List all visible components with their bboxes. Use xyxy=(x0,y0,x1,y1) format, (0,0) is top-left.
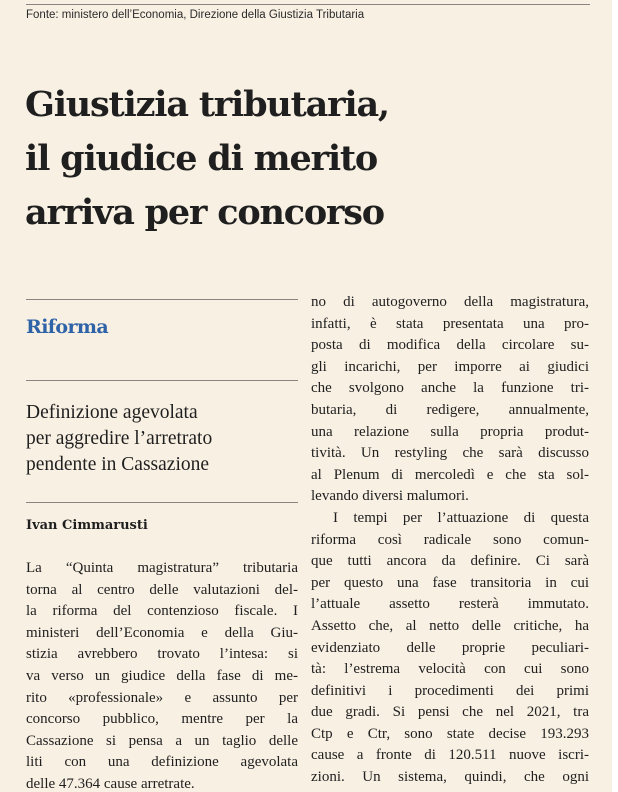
article-line: butaria, di redigere, annualmente, xyxy=(311,401,589,418)
article-column-1 xyxy=(26,558,298,792)
article-line: due gradi. Si pensi che nel 2021, tra xyxy=(311,704,589,721)
article-line: delle 47.364 cause arretrate. xyxy=(26,775,195,792)
article-line: infatti, è stata presentata una pro- xyxy=(311,315,589,332)
article-line: no di autogoverno della magistratura, xyxy=(311,294,589,310)
article-line: I tempi per l’attuazione di questa xyxy=(333,509,589,526)
article-line: posta di modifica della circolare su- xyxy=(311,337,589,354)
article-line: torna al centro delle valutazioni del- xyxy=(26,581,298,598)
article-line: rito «professionale» e assunto per xyxy=(26,689,298,706)
article-line: concorso pubblico, mentre per la xyxy=(26,711,298,728)
article-line: una relazione sulla propria produt- xyxy=(311,423,589,440)
subtitle-line: per aggredire l’arretrato xyxy=(26,428,213,449)
article-line: tà: l’estrema velocità con cui sono xyxy=(311,661,589,678)
headline xyxy=(25,78,585,240)
byline-rule xyxy=(26,502,298,503)
section-kicker: Riforma xyxy=(26,316,109,338)
article-line: la riforma del contenzioso fiscale. I xyxy=(26,603,298,620)
article-line: levando diversi malumori. xyxy=(311,488,469,505)
article-line: cause a fronte di 120.511 nuove iscri- xyxy=(311,747,589,764)
article-column-2 xyxy=(311,292,589,789)
article-line: per questo una fase transitoria in cui xyxy=(311,574,589,591)
headline-line: il giudice di merito xyxy=(25,138,378,179)
article-line: Ctp e Ctr, sono state decise 193.293 xyxy=(311,725,589,742)
article-line: definitivi i procedimenti dei primi xyxy=(311,682,589,699)
article-line: ministeri dell’Economia e della Giu- xyxy=(26,624,298,641)
article-line: evidenziato delle proprie peculiari- xyxy=(311,639,589,656)
article-line: Assetto che, al netto delle critiche, ha xyxy=(311,617,589,634)
top-rule xyxy=(26,4,590,5)
kicker-rule xyxy=(26,380,298,381)
article-line: zioni. Un sistema, quindi, che ogni xyxy=(311,769,589,786)
article-line: al Plenum di mercoledì e che sta sol- xyxy=(311,466,589,483)
subtitle-line: Definizione agevolata xyxy=(26,402,198,423)
article-line: l’attuale assetto resterà immutato. xyxy=(311,596,589,613)
source-line: Fonte: ministero dell’Economia, Direzione della Giustizia Tributaria xyxy=(26,9,365,21)
article-line: La “Quinta magistratura” tributaria xyxy=(26,560,298,576)
subtitle-line: pendente in Cassazione xyxy=(26,454,210,475)
section-rule xyxy=(26,299,298,300)
article-line: que tutti ancora da definire. Ci sarà xyxy=(311,553,589,570)
article-line: gli incarichi, per imporre ai giudici xyxy=(311,358,589,375)
article-line: tività. Un restyling che sarà discusso xyxy=(311,445,589,462)
article-line: va verso un giudice della fase di me- xyxy=(26,667,298,684)
article-line: che svolgono anche la funzione tri- xyxy=(311,380,589,397)
article-line: stizia avrebbero trovato l’intesa: si xyxy=(26,646,298,663)
article-line: Cassazione si pensa a un taglio delle xyxy=(26,732,298,749)
article-line: riforma così radicale sono comun- xyxy=(311,531,589,548)
headline-line: arriva per concorso xyxy=(25,192,384,233)
author-byline: Ivan Cimmarusti xyxy=(26,518,148,533)
headline-line: Giustizia tributaria, xyxy=(25,84,389,125)
article-line: liti con una definizione agevolata xyxy=(26,754,298,771)
subtitle xyxy=(26,400,296,478)
